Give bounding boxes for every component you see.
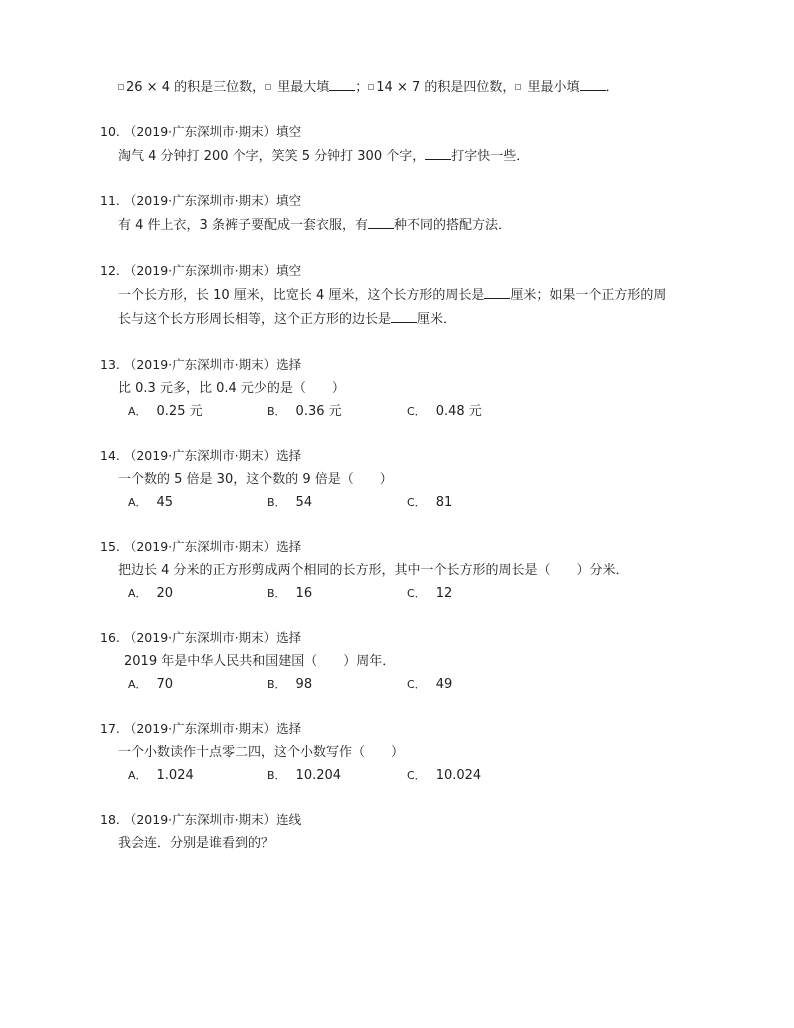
question-18-text: 我会连．分别是谁看到的？ [118,836,275,851]
option-a[interactable]: A． 0.25 元 [128,404,203,419]
answer-blank[interactable] [484,286,510,299]
question-17-text: 一个小数读作十点零二四，这个小数写作（ ） [118,745,405,760]
question-13-header: 13. （2019·广东深圳市·期末）选择 [100,357,302,372]
question-15-header: 15. （2019·广东深圳市·期末）选择 [100,539,302,554]
question-10-text: 淘气 4 分钟打 200 个字，笑笑 5 分钟打 300 个字， 打字快一些． [118,149,530,164]
placeholder-box [515,84,521,90]
question-17-header: 17. （2019·广东深圳市·期末）选择 [100,721,302,736]
question-9-text: 26 × 4 的积是三位数， 里最大填 ； 14 × 7 的积是四位数， 里最小填 ． [118,78,619,97]
placeholder-box [265,84,271,90]
option-a[interactable]: A． 1.024 [128,768,194,783]
question-16-text: 2019 年是中华人民共和国建国（ ）周年． [124,654,396,669]
option-b[interactable]: B． 0.36 元 [267,404,342,419]
question-14-text: 一个数的 5 倍是 30，这个数的 9 倍是（ ） [118,472,393,487]
answer-blank[interactable] [329,78,355,91]
option-b[interactable]: B． 10.204 [267,768,342,783]
question-11-text: 有 4 件上衣，3 条裤子要配成一套衣服，有 种不同的搭配方法． [118,218,511,233]
question-16-header: 16. （2019·广东深圳市·期末）选择 [100,630,302,645]
question-12-text-line2: 长与这个长方形周长相等，这个正方形的边长是 厘米． [118,312,457,327]
question-15-text: 把边长 4 分米的正方形剪成两个相同的长方形，其中一个长方形的周长是（ ）分米． [118,563,629,578]
option-c[interactable]: C． 81 [407,495,453,510]
option-c[interactable]: C． 49 [407,677,453,692]
option-a[interactable]: A． 20 [128,586,174,601]
option-a[interactable]: A． 45 [128,495,174,510]
option-b[interactable]: B． 98 [267,677,313,692]
question-11-header: 11. （2019·广东深圳市·期末）填空 [100,193,302,208]
question-18-header: 18. （2019·广东深圳市·期末）连线 [100,812,302,827]
answer-blank[interactable] [425,147,451,160]
answer-blank[interactable] [368,216,394,229]
answer-blank[interactable] [391,310,417,323]
option-b[interactable]: B． 16 [267,586,313,601]
question-10-header: 10. （2019·广东深圳市·期末）填空 [100,124,302,139]
option-b[interactable]: B． 54 [267,495,313,510]
placeholder-box [118,84,124,90]
option-a[interactable]: A． 70 [128,677,174,692]
option-c[interactable]: C． 0.48 元 [407,404,482,419]
option-c[interactable]: C． 12 [407,586,453,601]
placeholder-box [368,84,374,90]
question-13-text: 比 0.3 元多，比 0.4 元少的是（ ） [118,381,345,396]
question-14-header: 14. （2019·广东深圳市·期末）选择 [100,448,302,463]
option-c[interactable]: C． 10.024 [407,768,482,783]
question-12-header: 12. （2019·广东深圳市·期末）填空 [100,263,302,278]
answer-blank[interactable] [580,78,606,91]
question-12-text-line1: 一个长方形，长 10 厘米，比宽长 4 厘米，这个长方形的周长是 厘米；如果一个正方形的周 [118,288,667,303]
